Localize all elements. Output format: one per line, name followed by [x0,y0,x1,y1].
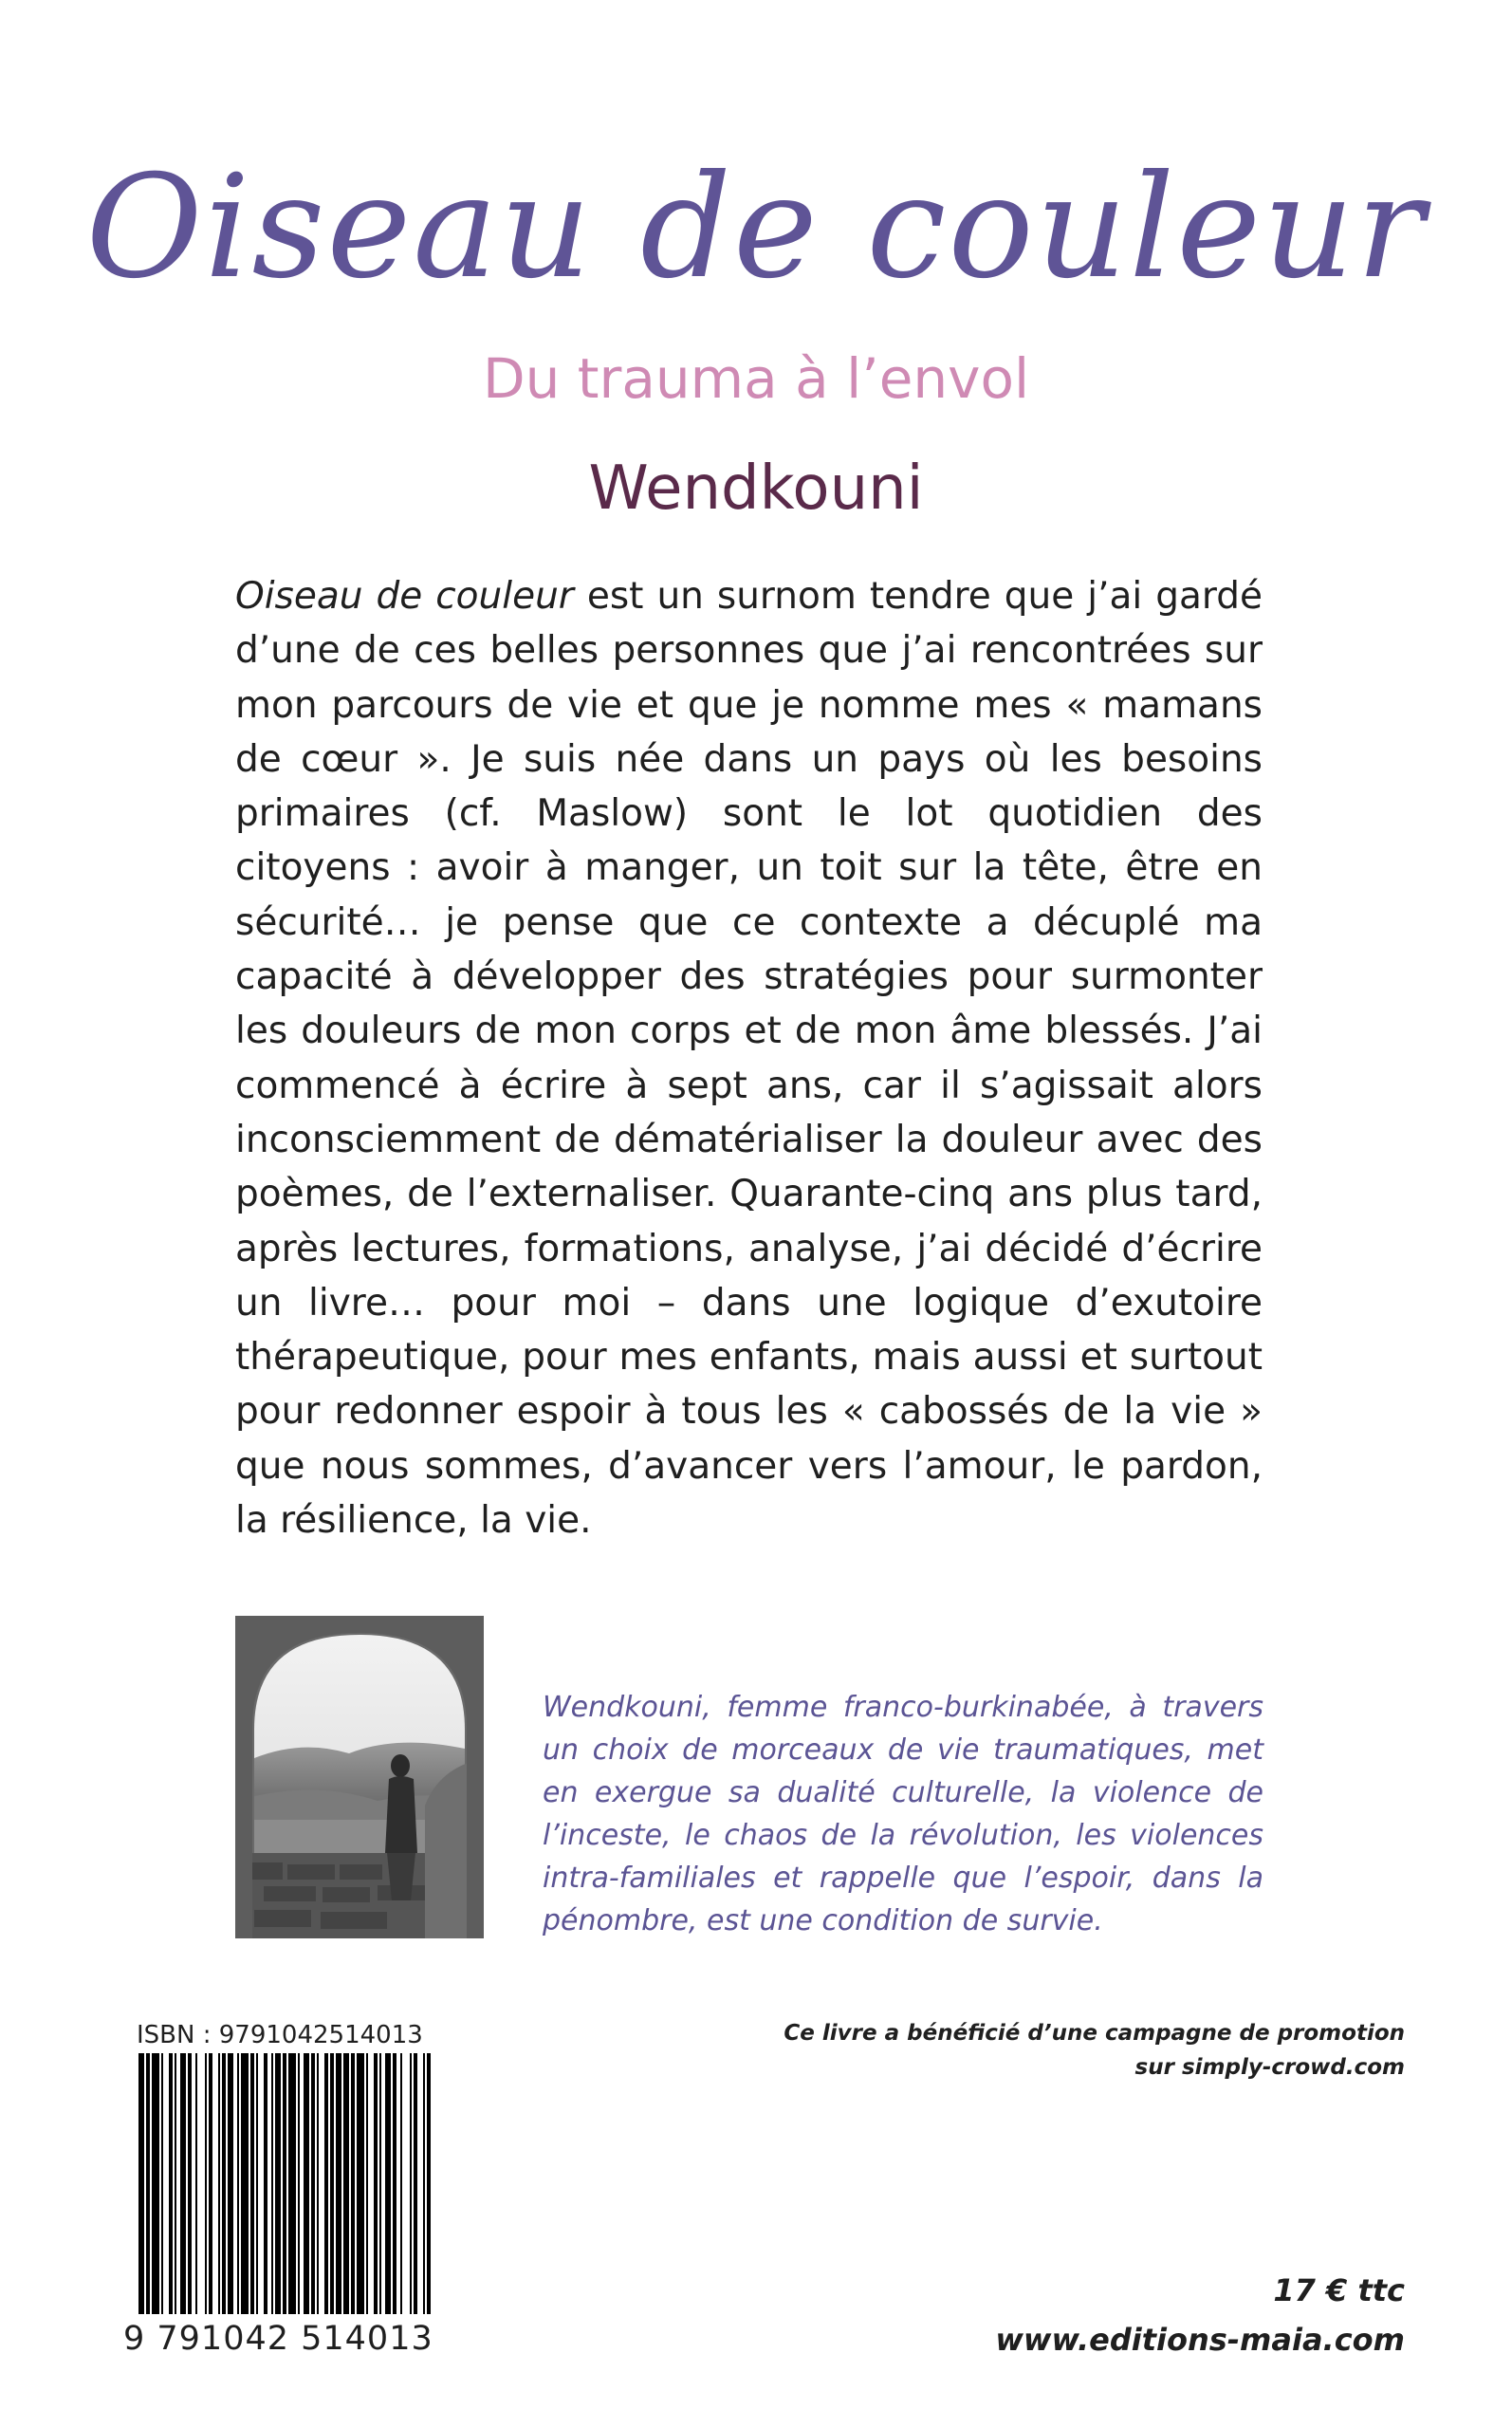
promo-note [784,2016,1405,2085]
barcode-digits: 9 791042 514013 [123,2320,433,2358]
book-title: Oiseau de couleur [85,145,1427,310]
price: 17 € ttc [1273,2272,1405,2308]
promo-line-1: Ce livre a bénéficié d’une campagne de promotion [784,2021,1405,2046]
book-subtitle: Du trauma à l’envol [482,346,1030,411]
author-bio-text: Wendkouni, femme franco-burkinabée, à travers un choix de morceaux de vie traumatiques, met en exergue sa dualité culturelle, la violence de l’inceste, le chaos de la révolution, les violences intra-familiales et rappelle que l’espoir, dans la pénombre, est une condition de survie. [543,1691,1263,1937]
promo-line-2: sur simply-crowd.com [1134,2055,1405,2080]
isbn-label: ISBN : 9791042514013 [137,2021,423,2049]
author-bio [543,1686,1263,1942]
blurb-text: est un surnom tendre que j’ai gardé d’une de ces belles personnes que j’ai rencontrées sur mon parcours de vie et que je nomme mes « mamans de cœur ». Je suis née dans un pays où les besoins primaires (cf. Maslow) sont le lot quotidien des citoyens : avoir à manger, un toit sur la tête, être en sécurité… je pense que ce contexte a décuplé ma capacité à développer des stratégies pour surmonter les douleurs de mon corps et de mon âme blessés. J’ai commencé à écrire à sept ans, car il s’agissait alors inconsciemment de dématérialiser la douleur avec des poèmes, de l’externaliser. Quarante-cinq ans plus tard, après lectures, formations, analyse, j’ai décidé d’écrire un livre… pour moi – dans une logique d’exutoire thérapeutique, pour mes enfants, mais aussi et surtout pour redonner espoir à tous les « cabossés de la vie » que nous sommes, d’avancer vers l’amour, le pardon, la résilience, la vie. [235,575,1263,1543]
barcode [138,2053,431,2314]
publisher-website: www.editions-maia.com [995,2322,1405,2358]
author-name: Wendkouni [588,454,924,524]
back-cover-blurb [235,569,1263,1547]
author-photo [235,1616,484,1938]
blurb-title-italic: Oiseau de couleur [235,575,574,618]
